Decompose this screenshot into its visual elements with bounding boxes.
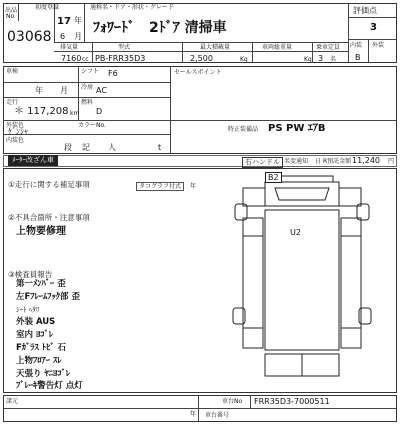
- registration-label: 名変通知: [284, 158, 309, 165]
- score-value: 3: [370, 22, 377, 33]
- sales-point-label: セールスポイント: [174, 69, 222, 76]
- recycle-label: R預託金額: [323, 158, 352, 165]
- divider: [250, 395, 251, 408]
- score-label: 評価点: [353, 6, 377, 15]
- inspector-label: ③検査員報告: [8, 270, 53, 279]
- displacement-value: 7160: [61, 54, 82, 63]
- inspector-item: 上物ﾌﾛｱｰ ｽﾚ: [16, 356, 62, 366]
- ton-label: t: [158, 143, 162, 152]
- fuel-label: 燃料: [81, 99, 94, 106]
- lot-no-label: No: [6, 13, 15, 20]
- inspector-item: 左Fﾌﾚｰﾑﾌｯｸ部 歪: [16, 292, 81, 302]
- divider: [348, 39, 397, 40]
- weight-unit: Kg: [304, 56, 312, 63]
- max-load-value: 2,500: [190, 54, 213, 63]
- inspection-year-unit: 年: [35, 86, 43, 95]
- chassis-label: 車台番号: [205, 412, 230, 419]
- divider: [348, 17, 397, 18]
- year-value: 17: [57, 16, 71, 27]
- registration-date-label: 日: [315, 158, 322, 165]
- divider: [368, 39, 369, 63]
- cab-outline: [265, 182, 339, 206]
- equipment-label: 時正装備品: [228, 126, 259, 133]
- inspector-item: 第一ﾒﾝﾊﾞｰ 歪: [16, 279, 66, 289]
- hand-label: 右ハンドル: [242, 157, 283, 168]
- divider: [3, 134, 170, 135]
- mileage-unit: km: [70, 110, 80, 117]
- max-load-unit: Kg: [240, 56, 248, 63]
- fuel-value: D: [96, 107, 103, 116]
- repair-history-label: ①走行に関する補足事項: [8, 180, 90, 189]
- inspection-month-unit: 月: [60, 86, 68, 95]
- color-no-label: カラーNo.: [78, 122, 106, 129]
- max-load-label: 最大積載量: [200, 44, 231, 51]
- divider: [3, 120, 397, 121]
- month-value: 6: [60, 32, 66, 41]
- recycle-unit: 円: [388, 158, 395, 165]
- right-door: [339, 188, 361, 206]
- recycle-value: 11,240: [352, 156, 380, 165]
- ac-label: 冷房: [81, 84, 94, 91]
- model-year-label: 車台No: [222, 398, 243, 405]
- unit-label: 人: [108, 143, 116, 152]
- inspector-item: ﾌﾞﾚｰｷ警告灯 点灯: [16, 381, 83, 391]
- left-door: [243, 188, 265, 206]
- divider: [3, 408, 397, 409]
- year-unit: 年: [74, 16, 82, 25]
- divider: [252, 42, 253, 63]
- inspector-item: 室内 ﾖｺﾞﾚ: [16, 330, 53, 340]
- int-color-label: 内装色: [6, 137, 25, 144]
- divider: [170, 66, 171, 154]
- model-value: PB-FRR35D3: [95, 54, 146, 63]
- capacity-value: 3: [318, 54, 324, 63]
- body-top: [265, 210, 339, 350]
- divider: [54, 51, 348, 52]
- divider: [312, 42, 313, 63]
- odometer-note: ﾒｰﾀｰ改ざん車: [8, 155, 58, 166]
- ext-color-label: 外装色: [6, 122, 25, 129]
- divider: [92, 42, 93, 63]
- displacement-unit: cc: [82, 56, 89, 63]
- inspector-item: 天張り ﾔﾆﾖｺﾞﾚ: [16, 369, 70, 379]
- lot-number: 03068: [7, 29, 52, 45]
- inspection-label: 車検: [6, 68, 19, 75]
- truck-diagram: [225, 168, 385, 390]
- damage-mark-u2: U2: [290, 228, 301, 237]
- car-name-label: 通称名・ドア・形状・グレード: [90, 4, 174, 11]
- malfunction-value: 上物要修理: [16, 226, 66, 237]
- divider: [182, 42, 183, 63]
- reg-year-label: 初度登録: [35, 4, 60, 11]
- shift-label: シフト: [81, 68, 100, 75]
- model-label: 型式: [118, 44, 131, 51]
- remarks-unit: 年: [190, 411, 197, 418]
- inspector-item: ｼｰﾄ ﾍﾀﾘ: [16, 306, 40, 314]
- divider: [84, 3, 85, 42]
- mileage-value: ＊ 117,208: [14, 106, 69, 117]
- malfunction-label: ②不具合箇所・注意事項: [8, 213, 90, 222]
- shift-value: F6: [108, 69, 118, 78]
- divider: [3, 82, 170, 83]
- remarks-label: 諸元: [6, 398, 19, 405]
- interior-grade: B: [355, 53, 361, 62]
- equipment-value: PS PW ｴｱB: [268, 123, 326, 134]
- car-name: ﾌｫﾜｰﾄﾞ 2ﾄﾞｱ 清掃車: [93, 20, 227, 36]
- lot-label: 出品: [5, 7, 18, 14]
- chassis-value: FRR35D3-7000511: [254, 397, 330, 406]
- rank-value: 段: [64, 143, 72, 152]
- divider: [3, 97, 170, 98]
- month-unit: 月: [74, 32, 82, 41]
- tachograph-label: タコグラフ付式: [136, 182, 184, 191]
- mileage-label: 走行: [6, 99, 19, 106]
- inspector-item: Fｶﾞﾗｽ ﾄﾋﾞ 石: [16, 343, 66, 353]
- rank-label: 記: [82, 143, 90, 152]
- ext-color-value: ｹﾞﾝｼｬ: [8, 127, 28, 136]
- inspector-item: 外装 AUS: [16, 317, 56, 327]
- divider: [198, 395, 199, 422]
- tachograph-year: 年: [190, 183, 197, 190]
- weight-label: 車両総重量: [262, 44, 293, 51]
- capacity-label: 乗車定員: [316, 44, 341, 51]
- divider: [18, 3, 19, 21]
- damage-mark-b2: B2: [265, 172, 282, 183]
- exterior-label: 外装: [372, 42, 385, 49]
- displacement-label: 排気量: [60, 44, 79, 51]
- divider: [54, 42, 348, 43]
- interior-label: 内装: [350, 42, 363, 49]
- divider: [348, 3, 349, 63]
- capacity-unit: 名: [330, 56, 337, 63]
- ac-value: AC: [96, 86, 107, 95]
- windshield: [275, 188, 329, 200]
